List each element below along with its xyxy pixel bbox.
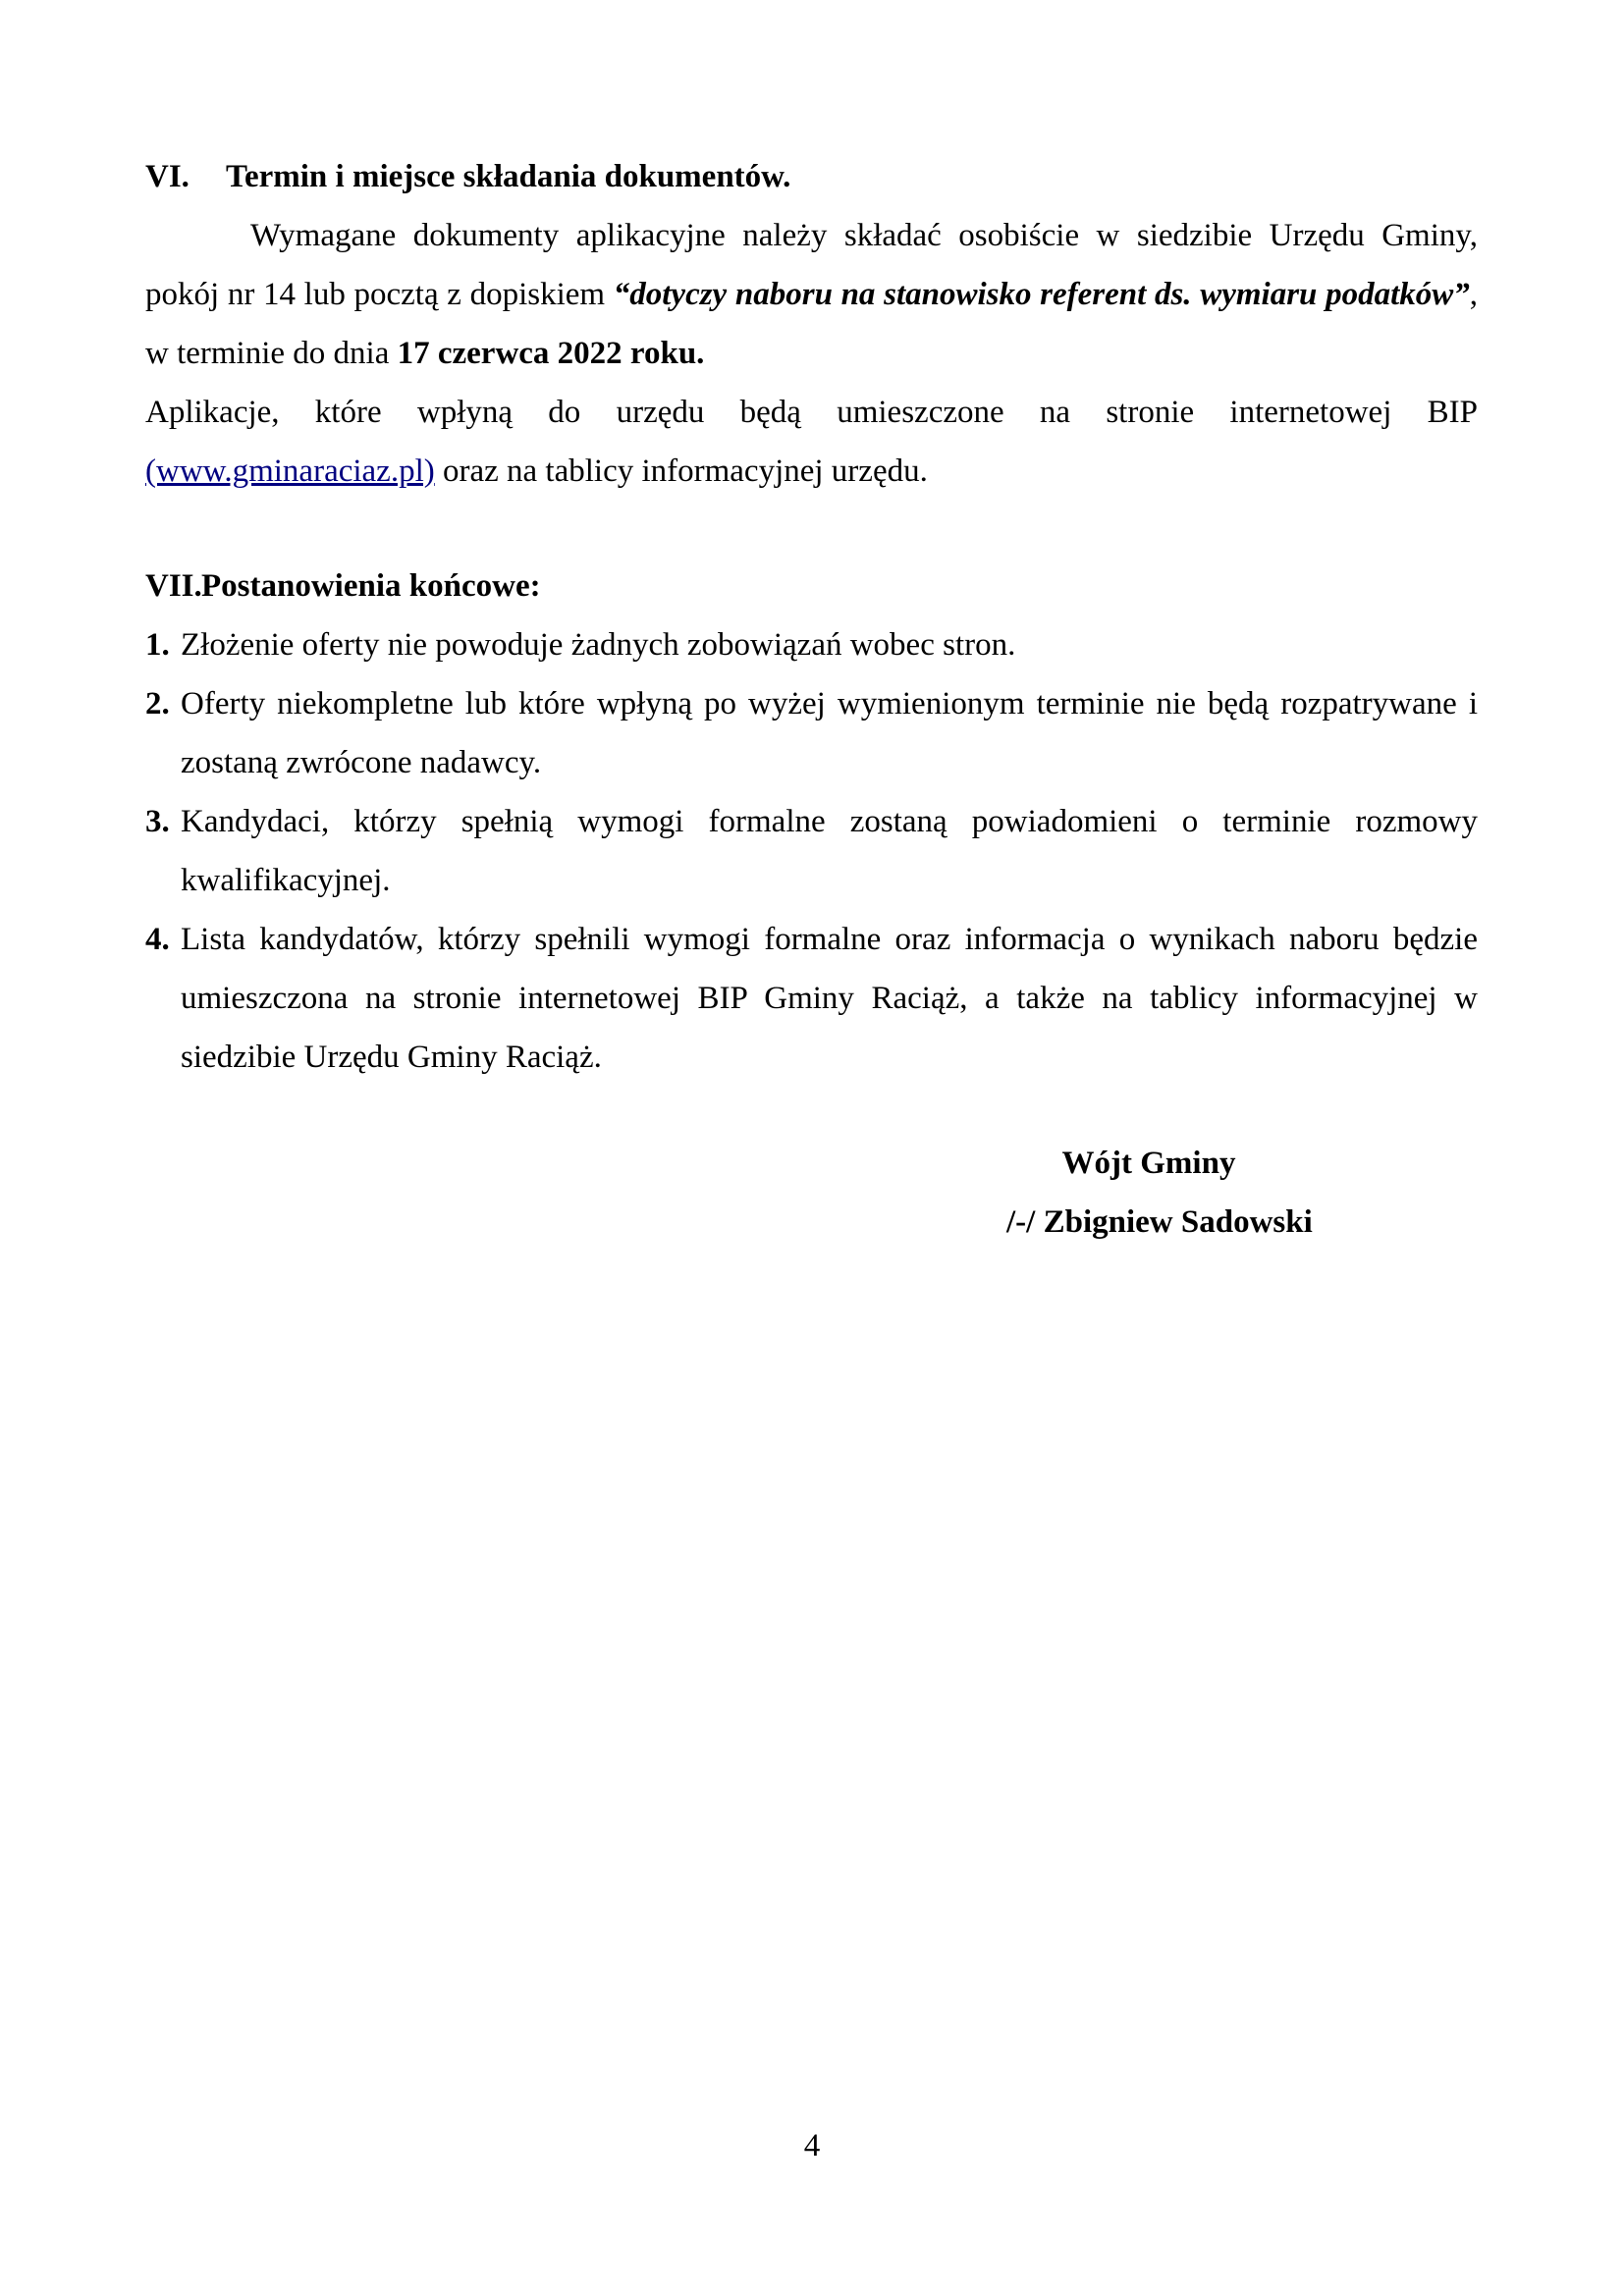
list-item-3 (145, 792, 1478, 910)
list-item-1-number: 1. (145, 627, 170, 663)
list-item-3-text: Kandydaci, którzy spełnią wymogi formalne zostaną powiadomieni o terminie rozmowy kwalifikacyjnej. (181, 804, 1478, 898)
section-vii-heading (145, 557, 1478, 615)
paragraph-text-run: Aplikacje, które wpłyną do urzędu będą umieszczone na stronie internetowej BIP (145, 395, 1478, 430)
list-item-2 (145, 674, 1478, 792)
document-content (145, 147, 1478, 1252)
paragraph-text-run: oraz na tablicy informacyjnej urzędu. (434, 454, 928, 489)
list-item-2-text: Oferty niekompletne lub które wpłyną po wyżej wymienionym terminie nie będą rozpatrywane i zostaną zwrócone nadawcy. (181, 686, 1478, 780)
paragraph-text-run: Wymagane dokumenty aplikacyjne należy składać osobiście w siedzibie Urzędu Gminy, pokój nr 14 lub pocztą z dopiskiem (145, 218, 1478, 312)
list-item-4-text: Lista kandydatów, którzy spełnili wymogi formalne oraz informacja o wynikach naboru będzie umieszczona na stronie internetowej BIP Gminy Raciąż, a także na tablicy informacyjnej w siedzibie Urzędu Gminy Raciąż. (181, 922, 1478, 1075)
section-vi-number: VI. (145, 159, 189, 194)
gminaraciaz-website-link[interactable]: (www.gminaraciaz.pl) (145, 454, 435, 489)
list-item-4-number: 4. (145, 922, 170, 957)
list-item-3-number: 3. (145, 804, 170, 839)
list-item-2-number: 2. (145, 686, 170, 721)
signature-role: Wójt Gminy (1061, 1146, 1236, 1181)
list-item-4 (145, 910, 1478, 1087)
quoted-subject-phrase: “dotyczy naboru na stanowisko referent ds. wymiaru podatków” (613, 277, 1470, 312)
list-item-1-text: Złożenie oferty nie powoduje żadnych zobowiązań wobec stron. (181, 627, 1016, 663)
signature-block (1006, 1134, 1313, 1252)
section-vi-heading (145, 147, 1478, 206)
section-vii-title: Postanowienia końcowe: (201, 568, 541, 604)
final-provisions-list (145, 615, 1478, 1087)
section-vii-number: VII. (145, 568, 202, 604)
deadline-date: 17 czerwca 2022 roku. (397, 336, 705, 371)
signature-name: /-/ Zbigniew Sadowski (1006, 1204, 1313, 1240)
paragraph-text-run: , w terminie do dnia (145, 277, 1478, 371)
page-number: 4 (803, 2128, 821, 2163)
section-vi-title: Termin i miejsce składania dokumentów. (226, 159, 791, 194)
list-item-1 (145, 615, 1478, 674)
section-vi-paragraph-deadline (145, 206, 1478, 383)
section-vi-paragraph-publication (145, 383, 1478, 501)
